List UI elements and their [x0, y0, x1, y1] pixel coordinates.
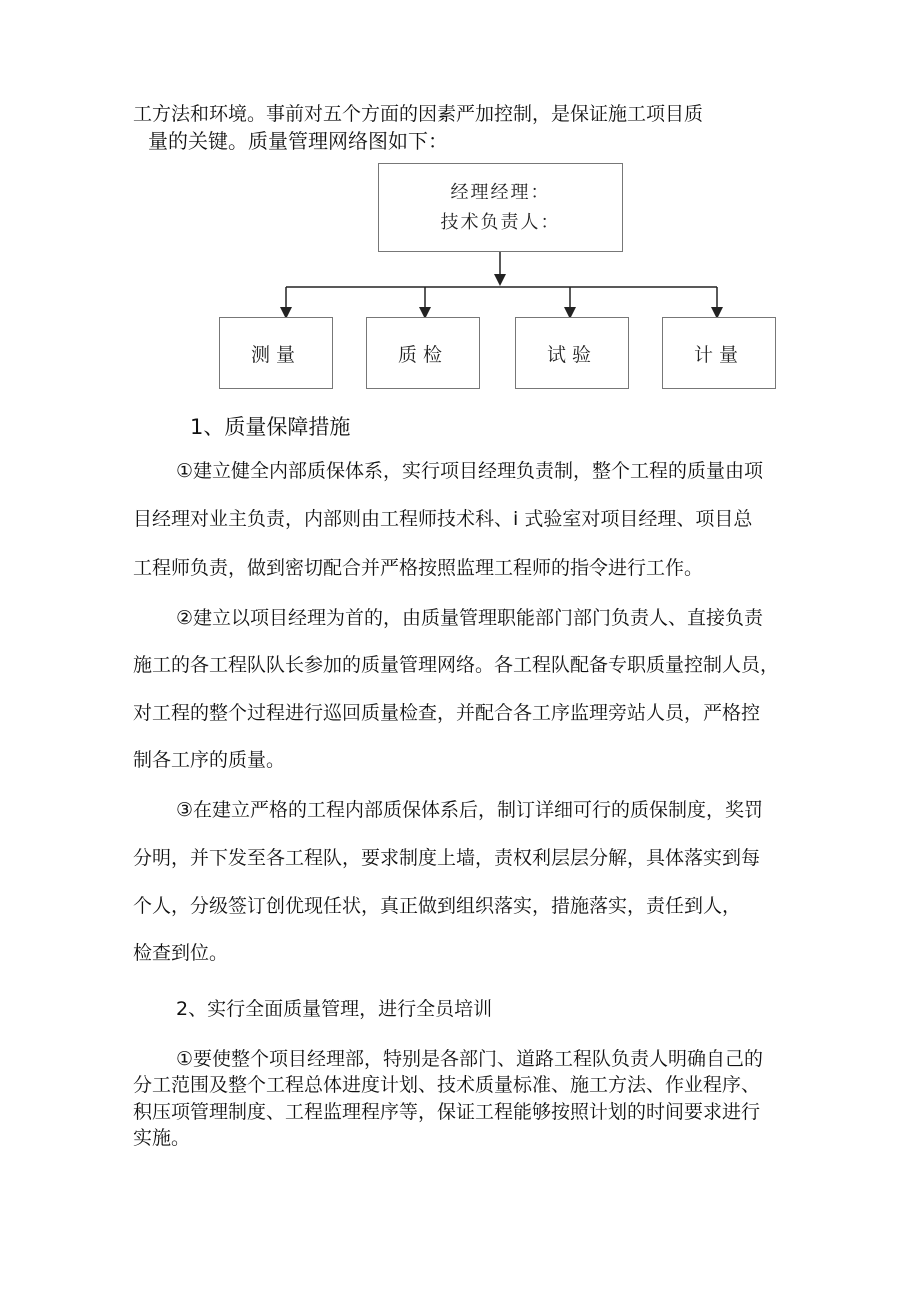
s1-p1-line-2: 目经理对业主负责，内部则由工程师技术科、i 式验室对项目经理、项目总: [133, 508, 753, 530]
org-top-box: [378, 163, 623, 252]
org-top-line-1: 经理经理：: [450, 181, 551, 203]
s1-p3-line-3: 个人，分级签订创优现任状，真正做到组织落实，措施落实，责任到人，: [133, 895, 742, 917]
s1-p3-line-4: 检查到位。: [133, 942, 229, 964]
s1-p1-line-1: ①建立健全内部质保体系，实行项目经理负责制，整个工程的质量由项: [176, 460, 764, 482]
section2-heading: 2、实行全面质量管理，进行全员培训: [176, 998, 493, 1020]
s2-p1-line-3: 积压项管理制度、工程监理程序等，保证工程能够按照计划的时间要求进行: [133, 1101, 761, 1123]
s1-p2-line-4: 制各工序的质量。: [133, 749, 286, 771]
org-box-metering: 计量: [662, 317, 776, 389]
s1-p2-line-1: ②建立以项目经理为首的，由质量管理职能部门部门负责人、直接负责: [176, 607, 764, 629]
org-box-quality-check: 质检: [366, 317, 480, 389]
section1-heading: 1、质量保障措施: [190, 415, 351, 439]
s1-p2-line-3: 对工程的整个过程进行巡回质量检查，并配合各工序监理旁站人员，严格控: [133, 702, 761, 724]
intro-line-2: 量的关键。质量管理网络图如下：: [148, 129, 448, 153]
s1-p1-line-3: 工程师负责，做到密切配合并严格按照监理工程师的指令进行工作。: [133, 557, 704, 579]
s1-p2-line-2: 施工的各工程队队长参加的质量管理网络。各工程队配备专职质量控制人员，: [133, 654, 780, 676]
org-top-line-2: 技术负责人：: [440, 211, 561, 233]
org-box-survey: 测量: [219, 317, 333, 389]
org-box-testing: 试验: [515, 317, 629, 389]
s2-p1-line-1: ①要使整个项目经理部，特别是各部门、道路工程队负责人明确自己的: [176, 1048, 764, 1070]
intro-line-1: 工方法和环境。事前对五个方面的因素严加控制，是保证施工项目质: [133, 103, 704, 125]
s2-p1-line-4: 实施。: [133, 1127, 191, 1149]
s1-p3-line-1: ③在建立严格的工程内部质保体系后，制订详细可行的质保制度，奖罚: [176, 799, 764, 821]
s2-p1-line-2: 分工范围及整个工程总体进度计划、技术质量标准、施工方法、作业程序、: [133, 1074, 761, 1096]
s1-p3-line-2: 分明，并下发至各工程队，要求制度上墙，责权利层层分解，具体落实到每: [133, 847, 761, 869]
